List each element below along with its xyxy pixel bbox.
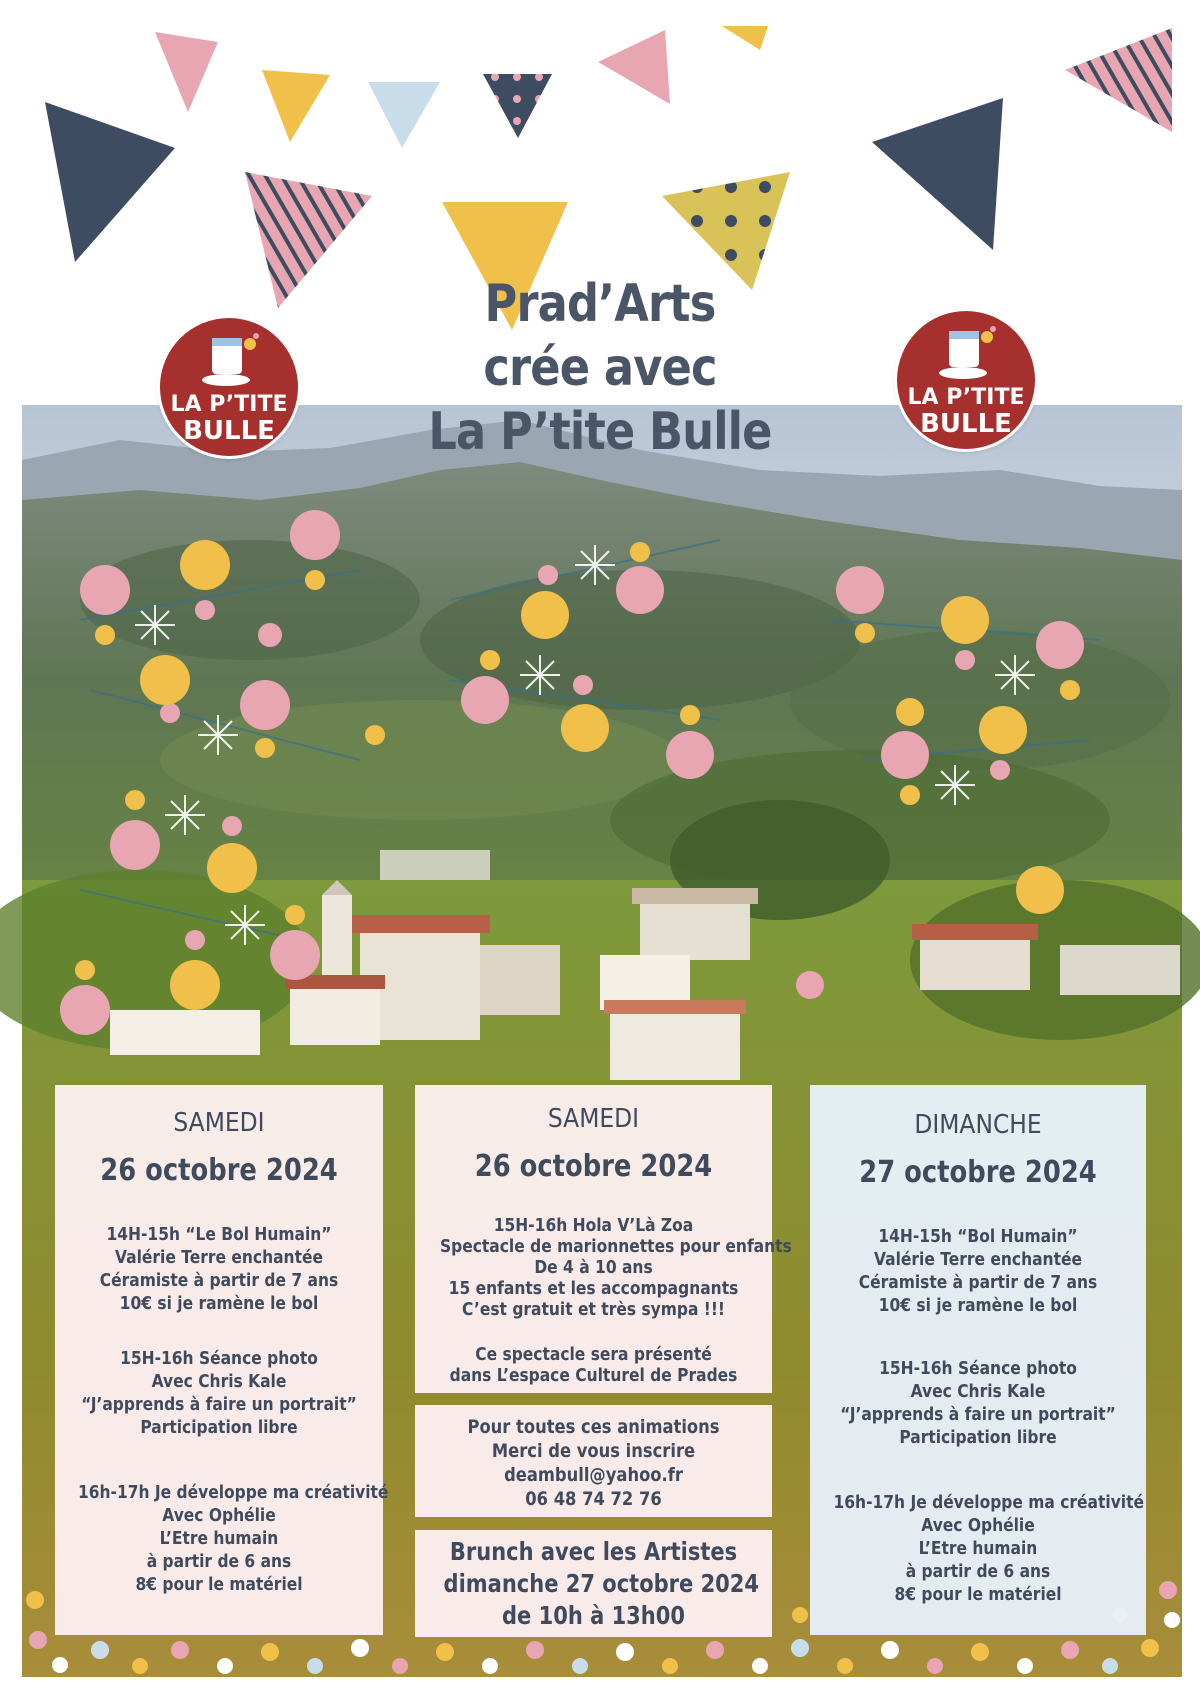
contact-line: Merci de vous inscrire: [491, 1440, 696, 1462]
date-label: 26 octobre 2024: [100, 1153, 338, 1188]
activity-line: 8€ pour le matériel: [894, 1584, 1062, 1605]
activity-line: 15 enfants et les accompagnants: [448, 1278, 739, 1299]
activity-line: Participation libre: [140, 1417, 298, 1438]
poster-title: [390, 272, 810, 464]
activity-line: Avec Chris Kale: [910, 1381, 1046, 1402]
activity-location-note: [415, 1344, 772, 1386]
activity-line: Valérie Terre enchantée: [874, 1249, 1082, 1270]
activity-line: 14H-15h “Bol Humain”: [878, 1226, 1078, 1247]
activity-line: 16h-17h Je développe ma créativité: [77, 1482, 389, 1503]
activity-line: 16h-17h Je développe ma créativité: [833, 1492, 1144, 1513]
activity-seance-photo: [55, 1347, 383, 1439]
contact-box: [415, 1405, 772, 1517]
activity-line: Avec Chris Kale: [151, 1371, 287, 1392]
activity-line: Avec Ophélie: [921, 1515, 1035, 1536]
activity-bol-humain: [55, 1223, 383, 1315]
bottom-margin: [0, 1677, 1200, 1697]
logo-line-1: LA P’TITE: [907, 385, 1025, 410]
activity-line: à partir de 6 ans: [146, 1551, 292, 1572]
activity-creativite: [810, 1491, 1146, 1606]
activity-line: 15H-16h Séance photo: [879, 1358, 1077, 1379]
logo-la-ptite-bulle-left: [160, 318, 298, 456]
schedule-saturday-left: [55, 1085, 389, 1635]
activity-line: “J’apprends à faire un portrait”: [840, 1404, 1116, 1425]
activity-line: L’Etre humain: [918, 1538, 1038, 1559]
phone-number[interactable]: 06 48 74 72 76: [525, 1488, 662, 1510]
contact-line: Pour toutes ces animations: [467, 1416, 720, 1438]
activity-line: De 4 à 10 ans: [534, 1257, 653, 1278]
brunch-line: Brunch avec les Artistes: [449, 1537, 738, 1566]
activity-line: Avec Ophélie: [162, 1505, 276, 1526]
activity-line: dans L’espace Culturel de Prades: [449, 1365, 738, 1386]
cup-icon: [198, 332, 260, 388]
activity-line: à partir de 6 ans: [905, 1561, 1051, 1582]
brunch-line: dimanche 27 octobre 2024: [443, 1569, 760, 1598]
activity-line: Céramiste à partir de 7 ans: [858, 1272, 1098, 1293]
day-label: SAMEDI: [547, 1104, 640, 1134]
logo-line-1: LA P’TITE: [170, 392, 288, 417]
day-label: SAMEDI: [173, 1108, 265, 1138]
schedule-sunday: [810, 1085, 1146, 1635]
activity-line: Valérie Terre enchantée: [115, 1247, 323, 1268]
activity-bol-humain: [810, 1225, 1146, 1317]
activity-line: Participation libre: [899, 1427, 1057, 1448]
email-link[interactable]: deambull@yahoo.fr: [504, 1464, 683, 1486]
activity-line: “J’apprends à faire un portrait”: [81, 1394, 357, 1415]
activity-line: Ce spectacle sera présenté: [475, 1344, 712, 1365]
day-label: DIMANCHE: [914, 1110, 1042, 1140]
title-line-2: crée avec: [483, 338, 717, 398]
date-label: 27 octobre 2024: [859, 1155, 1097, 1190]
schedule-saturday-center: [415, 1085, 792, 1393]
activity-line: 8€ pour le matériel: [135, 1574, 303, 1595]
title-line-3: La P’tite Bulle: [428, 402, 772, 462]
activity-line: Céramiste à partir de 7 ans: [99, 1270, 339, 1291]
brunch-line: de 10h à 13h00: [502, 1601, 685, 1630]
activity-line: L’Etre humain: [159, 1528, 279, 1549]
activity-seance-photo: [810, 1357, 1146, 1449]
activity-line: C’est gratuit et très sympa !!!: [462, 1299, 725, 1320]
cup-icon: [935, 325, 997, 381]
activity-line: 14H-15h “Le Bol Humain”: [106, 1224, 332, 1245]
activity-hola-vla-zoa: [415, 1215, 792, 1320]
activity-line: 15H-16h Séance photo: [120, 1348, 318, 1369]
activity-line: 10€ si je ramène le bol: [119, 1293, 319, 1314]
logo-line-2: BULLE: [920, 409, 1012, 439]
logo-line-2: BULLE: [183, 416, 275, 446]
brunch-box: [415, 1530, 772, 1637]
logo-la-ptite-bulle-right: [897, 311, 1035, 449]
title-line-1: Prad’Arts: [484, 274, 716, 334]
activity-line: Spectacle de marionnettes pour enfants: [439, 1236, 792, 1257]
activity-creativite: [55, 1481, 389, 1596]
activity-line: 15H-16h Hola V’Là Zoa: [493, 1215, 694, 1236]
activity-line: 10€ si je ramène le bol: [878, 1295, 1078, 1316]
date-label: 26 octobre 2024: [474, 1149, 713, 1184]
